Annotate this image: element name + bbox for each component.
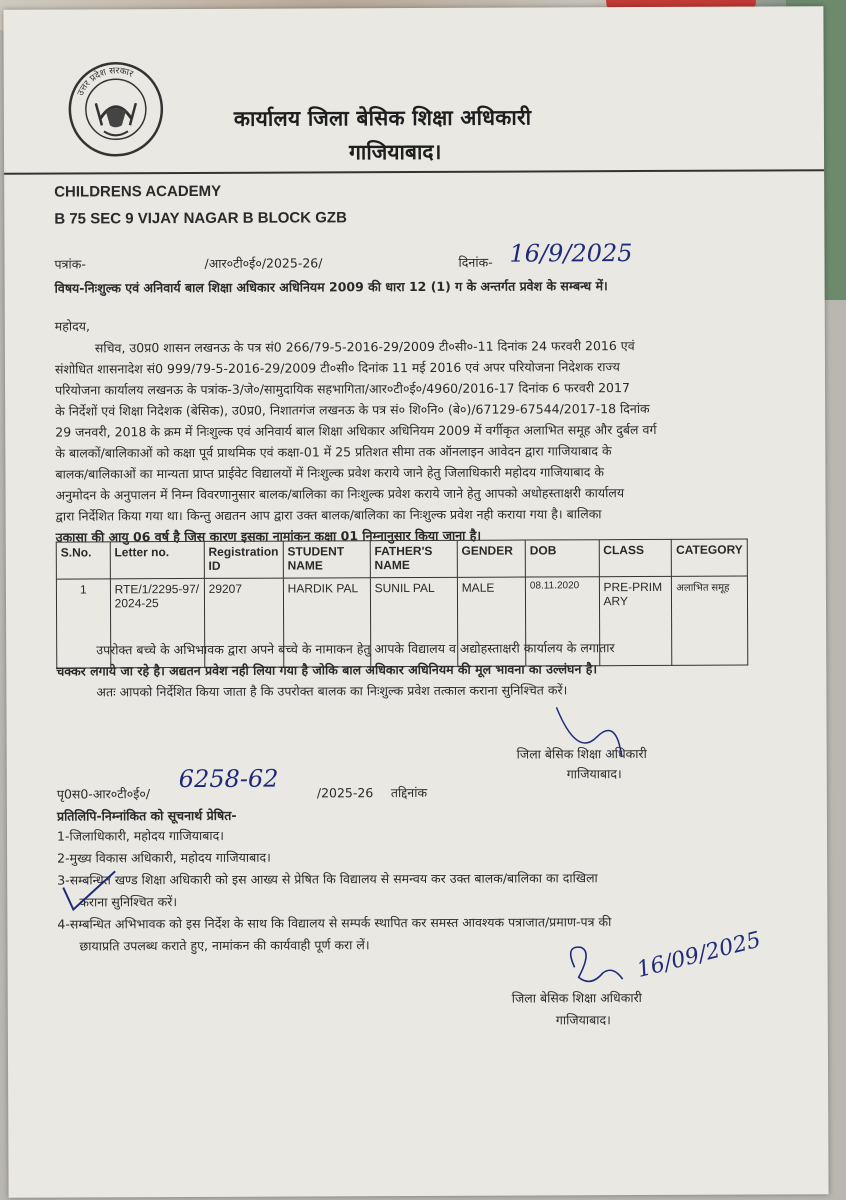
body-line: संशोधित शासनादेश सं0 999/79-5-2016-29/2009 टी०सी० दिनांक 11 मई 2016 एवं अपर परियोजना निदेशक राज्य — [54, 359, 620, 377]
copy-item: 1-जिलाधिकारी, महोदय गाजियाबाद। — [56, 827, 225, 844]
office-title: कार्यालय जिला बेसिक शिक्षा अधिकारी — [233, 105, 532, 131]
recipient-address: B 75 SEC 9 VIJAY NAGAR B BLOCK GZB — [54, 209, 347, 228]
column-header: S.No. — [56, 542, 110, 579]
copy-ref-same-date: तद्दिनांक — [390, 784, 428, 801]
signatory-title: जिला बेसिक शिक्षा अधिकारी — [516, 745, 647, 762]
copy-list — [57, 822, 778, 957]
office-city: गाजियाबाद। — [348, 139, 442, 165]
body-paragraph — [55, 334, 776, 547]
closing-paragraph — [56, 636, 776, 702]
body-line: द्वारा निर्देशित किया गया था। किन्तु अद्यतन आप द्वारा उक्त बालक/बालिका का निःशुल्क प्रवेश नही कराया गया है। बालिका — [55, 506, 602, 524]
closing-line: चक्कर लगाये जा रहे है। अद्यतन प्रवेश नही लिया गया है जोकि बाल अधिकार अधिनियम की मूल भावना का उल्लंघन है। — [56, 661, 598, 679]
closing-line: उपरोक्त बच्चे के अभिभावक द्वारा अपने बच्चे के नामाकन हेतु आपके विद्यालय व अद्योहस्ताक्षरी कार्यालय के लगातार — [96, 640, 615, 658]
body-line: उकासा की आयु 06 वर्ष है जिस कारण इसका नामांकन कक्षा 01 निम्नानुसार किया जाना है। — [55, 527, 482, 545]
table-cell: 08.11.2020 — [525, 577, 599, 666]
column-header: Registration ID — [204, 541, 283, 578]
letter-ref-number: /आर०टी०ई०/2025-26/ — [204, 255, 323, 271]
copy-ref-label: पृ0स0-आर०टी०ई०/ — [56, 786, 151, 802]
table-cell: HARDIK PAL — [283, 578, 370, 667]
body-line: परियोजना कार्यालय लखनऊ के पत्रांक-3/जे०/सामुदायिक सहभागिता/आर०टी०ई०/4960/2016-17 दिनांक 6 फरवरी 2017 — [55, 380, 630, 398]
table-header-row — [56, 539, 747, 579]
recipient-name: CHILDRENS ACADEMY — [54, 182, 222, 201]
table-cell: MALE — [457, 577, 526, 666]
dinank-label: दिनांक- — [458, 254, 493, 270]
copy-heading: प्रतिलिपि-निम्नांकित को सूचनार्थ प्रेषित- — [56, 807, 237, 824]
signature-scribble — [546, 697, 626, 767]
signatory-title-2: जिला बेसिक शिक्षा अधिकारी — [511, 990, 642, 1006]
table-cell: RTE/1/2295-97/2024-25 — [110, 578, 204, 667]
up-government-emblem — [66, 59, 166, 159]
subject-line: विषय-निःशुल्क एवं अनिवार्य बाल शिक्षा अधिकार अधिनियम 2009 की धारा 12 (1) ग के अन्तर्गत प्रवेश के सम्बन्ध में। — [54, 278, 608, 296]
copy-ref-year: /2025-26 — [316, 785, 374, 801]
copy-ref-number: 6258-62 — [178, 764, 279, 794]
patrank-label: पत्रांक- — [54, 256, 86, 272]
body-line: सचिव, उ0प्र0 शासन लखनऊ के पत्र सं0 266/79-5-2016-29/2009 टी०सी०-11 दिनांक 24 फरवरी 2016 एवं — [94, 338, 635, 356]
body-line: के निर्देशों एवं शिक्षा निदेशक (बेसिक), उ0प्र0, निशातगंज लखनऊ के पत्र सं० शि०नि० (बे०)/67129-67544/2017-18 दिनांक — [55, 400, 650, 419]
copy-item: 2-मुख्य विकास अधिकारी, महोदय गाजियाबाद। — [57, 849, 271, 866]
header-divider — [4, 169, 824, 175]
copy-item: 4-सम्बन्धित अभिभावक को इस निर्देश के साथ कि विद्यालय से सम्पर्क स्थापित कर समस्त आवश्यक पत्राजात/प्रमाण-पत्र की — [57, 914, 612, 932]
column-header: FATHER'S NAME — [370, 540, 457, 577]
signatory-city-2: गाजियाबाद। — [555, 1012, 611, 1028]
signature-date: 16/09/2025 — [634, 927, 764, 983]
handwritten-date: 16/9/2025 — [509, 239, 633, 268]
column-header: CLASS — [599, 539, 672, 576]
column-header: CATEGORY — [672, 539, 748, 576]
column-header: DOB — [525, 540, 599, 577]
table-cell: 29207 — [204, 578, 283, 667]
copy-item: छायाप्रति उपलब्ध कराते हुए, नामांकन की कार्यवाही पूर्ण करा लें। — [79, 937, 370, 954]
letter-paper — [3, 6, 828, 1198]
salutation: महोदय, — [54, 318, 91, 334]
check-mark — [59, 867, 119, 917]
body-line: के बालकों/बालिकाओं को कक्षा पूर्व प्राथमिक एवं कक्षा-01 में 25 प्रतिशत सीमा तक ऑनलाइन आवेदन द्वारा गाजियाबाद के — [55, 443, 612, 461]
column-header: STUDENT NAME — [283, 541, 370, 578]
column-header: Letter no. — [110, 541, 204, 578]
table-cell: अलाभित समूह — [672, 576, 748, 665]
table-cell: SUNIL PAL — [370, 577, 457, 666]
body-line: 29 जनवरी, 2018 के क्रम में निःशुल्क एवं अनिवार्य बाल शिक्षा अधिकार अधिनियम 2009 में वर्गीकृत अलाभित समूह और दुर्बल वर्ग — [55, 421, 657, 440]
copy-item: कराना सुनिश्चित करें। — [79, 894, 178, 910]
copy-item: 3-सम्बन्धित खण्ड शिक्षा अधिकारी को इस आख्य से प्रेषित कि विद्यालय से समन्वय कर उक्त बालक/बालिका का दाखिला — [57, 870, 598, 888]
closing-line: अतः आपको निर्देशित किया जाता है कि उपरोक्त बालक का निःशुल्क प्रवेश तत्काल कराना सुनिश्चित करें। — [96, 682, 568, 700]
table-cell: PRE-PRIMARY — [599, 576, 672, 665]
table-cell: 1 — [56, 579, 110, 668]
signatory-city: गाजियाबाद। — [566, 766, 622, 782]
column-header: GENDER — [457, 540, 525, 577]
body-line: अनुमोदन के अनुपालन में निम्न विवरणानुसार बालक/बालिका का निःशुल्क प्रवेश कराये जाने हेतु आपको अधोहस्ताक्षरी कार्यालय — [55, 485, 625, 503]
emblem-text: उत्तर प्रदेश सरकार — [75, 66, 135, 98]
body-line: बालक/बालिकाओं का मान्यता प्राप्त प्राईवेट विद्यालयों में निःशुल्क प्रवेश कराये जाने हेतु जिलाधिकारी महोदय गाजियाबाद के — [55, 464, 604, 482]
